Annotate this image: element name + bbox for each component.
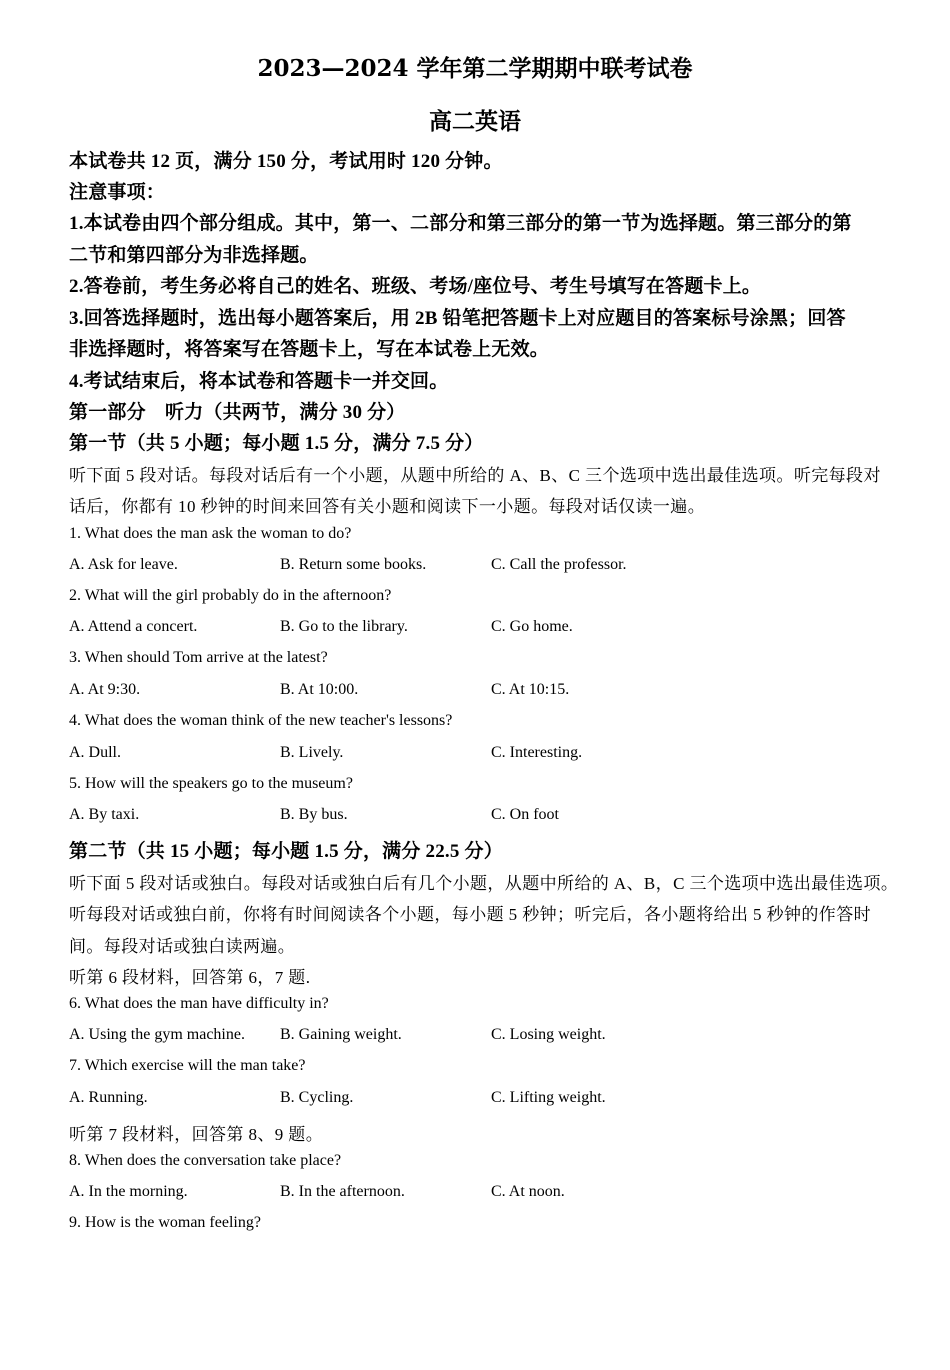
question-6-stem: 6. What does the man have difficulty in?	[69, 995, 329, 1012]
notice-item-1-line-2: 二节和第四部分为非选择题。	[69, 245, 319, 266]
question-6-option-b: B. Gaining weight.	[280, 1026, 402, 1043]
question-4-stem: 4. What does the woman think of the new teacher's lessons?	[69, 712, 453, 729]
material-6-instruction: 听第 6 段材料，回答第 6，7 题.	[69, 968, 311, 987]
notice-item-2: 2.答卷前，考生务必将自己的姓名、班级、考场/座位号、考生号填写在答题卡上。	[69, 276, 762, 297]
section-2-heading: 第二节（共 15 小题；每小题 1.5 分，满分 22.5 分）	[69, 841, 503, 862]
notice-item-4: 4.考试结束后，将本试卷和答题卡一并交回。	[69, 371, 449, 392]
question-4-option-a: A. Dull.	[69, 744, 121, 761]
question-5-option-b: B. By bus.	[280, 806, 348, 823]
question-5-stem: 5. How will the speakers go to the museum?	[69, 775, 353, 792]
section-1-heading: 第一节（共 5 小题；每小题 1.5 分，满分 7.5 分）	[69, 433, 484, 454]
notice-item-3-line-2: 非选择题时，将答案写在答题卡上，写在本试卷上无效。	[69, 339, 550, 360]
question-7-option-c: C. Lifting weight.	[491, 1089, 606, 1106]
notice-item-1-line-1: 1.本试卷由四个部分组成。其中，第一、二部分和第三部分的第一节为选择题。第三部分的第	[69, 213, 852, 234]
section-1-instruction-line-1: 听下面 5 段对话。每段对话后有一个小题，从题中所给的 A、B、C 三个选项中选出最佳选项。听完每段对	[69, 466, 881, 485]
section-1-instruction-line-2: 话后，你都有 10 秒钟的时间来回答有关小题和阅读下一小题。每段对话仅读一遍。	[69, 497, 706, 516]
question-2-option-b: B. Go to the library.	[280, 618, 408, 635]
question-6-option-c: C. Losing weight.	[491, 1026, 606, 1043]
notice-item-3-line-1: 3.回答选择题时，选出每小题答案后，用 2B 铅笔把答题卡上对应题目的答案标号涂黑；回答	[69, 308, 846, 329]
exam-intro: 本试卷共 12 页，满分 150 分，考试用时 120 分钟。	[69, 151, 503, 172]
question-2-option-a: A. Attend a concert.	[69, 618, 198, 635]
question-7-option-a: A. Running.	[69, 1089, 148, 1106]
question-8-option-c: C. At noon.	[491, 1183, 565, 1200]
question-3-option-c: C. At 10:15.	[491, 681, 570, 698]
part-1-heading: 第一部分 听力（共两节，满分 30 分）	[69, 402, 406, 423]
exam-subject: 高二英语	[429, 108, 521, 135]
question-1-option-b: B. Return some books.	[280, 556, 427, 573]
question-2-stem: 2. What will the girl probably do in the afternoon?	[69, 587, 392, 604]
question-4-option-c: C. Interesting.	[491, 744, 583, 761]
question-1-option-c: C. Call the professor.	[491, 556, 627, 573]
notice-heading: 注意事项：	[69, 182, 166, 203]
question-6-option-a: A. Using the gym machine.	[69, 1026, 245, 1043]
question-3-option-a: A. At 9:30.	[69, 681, 141, 698]
question-3-stem: 3. When should Tom arrive at the latest?	[69, 649, 328, 666]
question-5-option-a: A. By taxi.	[69, 806, 140, 823]
question-4-option-b: B. Lively.	[280, 744, 344, 761]
question-7-stem: 7. Which exercise will the man take?	[69, 1057, 306, 1074]
material-7-instruction: 听第 7 段材料，回答第 8、9 题。	[69, 1125, 324, 1144]
section-2-instruction-line-3: 间。每段对话或独白读两遍。	[69, 937, 296, 956]
section-2-instruction-line-1: 听下面 5 段对话或独白。每段对话或独白后有几个小题，从题中所给的 A、B，C 三个选项中选出最佳选项。	[69, 874, 899, 893]
question-5-option-c: C. On foot	[491, 806, 559, 823]
question-7-option-b: B. Cycling.	[280, 1089, 354, 1106]
question-8-option-a: A. In the morning.	[69, 1183, 188, 1200]
question-1-stem: 1. What does the man ask the woman to do?	[69, 525, 352, 542]
exam-title: 2023—2024 学年第二学期期中联考试卷	[257, 55, 693, 82]
question-1-option-a: A. Ask for leave.	[69, 556, 178, 573]
question-3-option-b: B. At 10:00.	[280, 681, 359, 698]
section-2-instruction-line-2: 听每段对话或独白前，你将有时间阅读各个小题，每小题 5 秒钟；听完后，各小题将给出 5 秒钟的作答时	[69, 905, 871, 924]
question-8-stem: 8. When does the conversation take place?	[69, 1152, 342, 1169]
question-9-stem: 9. How is the woman feeling?	[69, 1214, 261, 1231]
question-2-option-c: C. Go home.	[491, 618, 573, 635]
question-8-option-b: B. In the afternoon.	[280, 1183, 405, 1200]
